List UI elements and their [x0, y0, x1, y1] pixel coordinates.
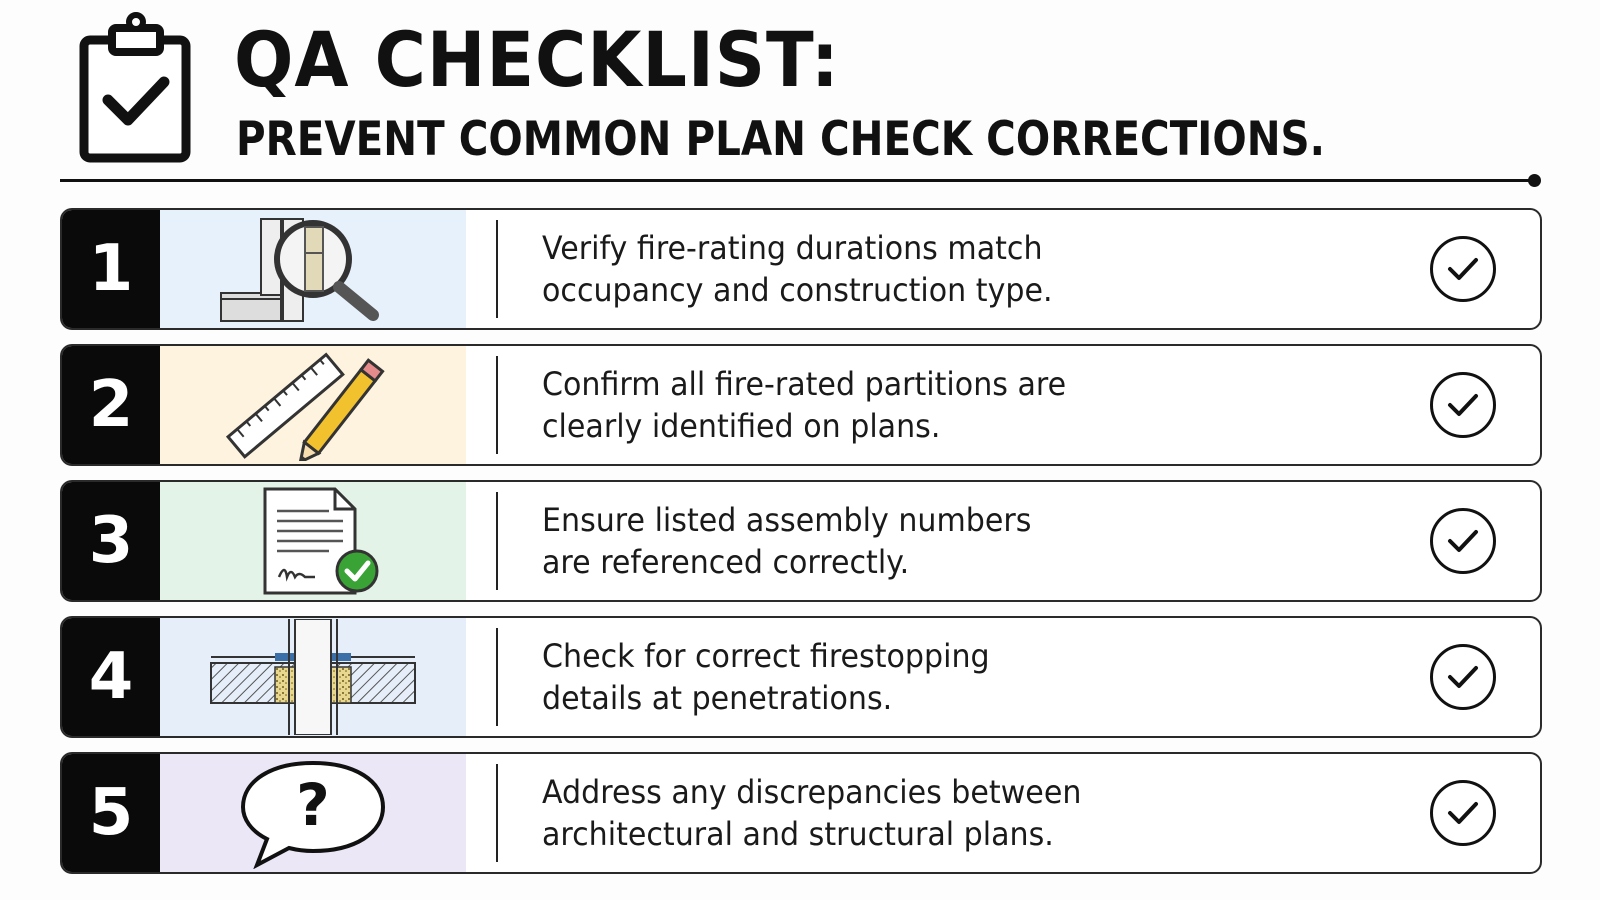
- item-text-line-2: architectural and structural plans.: [542, 815, 1054, 853]
- item-text: [498, 754, 1430, 872]
- checkmark-toggle[interactable]: [1430, 508, 1496, 574]
- checkmark-toggle[interactable]: [1430, 780, 1496, 846]
- checklist: [60, 208, 1542, 874]
- item-text: [498, 346, 1430, 464]
- item-number: 2: [62, 346, 160, 464]
- svg-text:?: ?: [296, 771, 330, 839]
- item-text-line-2: clearly identified on plans.: [542, 407, 941, 445]
- checkmark-icon: [1446, 392, 1480, 418]
- header-divider-dot: [1528, 174, 1541, 187]
- item-text-line-1: Verify fire-rating durations match: [542, 229, 1043, 267]
- checklist-item-3: [60, 480, 1542, 602]
- item-text: [498, 482, 1430, 600]
- checkmark-toggle[interactable]: [1430, 644, 1496, 710]
- checkmark-icon: [1446, 528, 1480, 554]
- item-number: 5: [62, 754, 160, 872]
- checklist-item-2: [60, 344, 1542, 466]
- item-text-line-1: Confirm all fire-rated partitions are: [542, 365, 1067, 403]
- item-text-line-1: Address any discrepancies between: [542, 773, 1082, 811]
- page-title: QA CHECKLIST:: [234, 15, 840, 104]
- wall-section-magnifier-icon: [160, 210, 466, 328]
- checkmark-toggle[interactable]: [1430, 372, 1496, 438]
- question-bubble-icon: [160, 754, 466, 872]
- checklist-item-4: [60, 616, 1542, 738]
- ruler-pencil-icon: [160, 346, 466, 464]
- item-number: 1: [62, 210, 160, 328]
- item-text-line-1: Ensure listed assembly numbers: [542, 501, 1032, 539]
- checklist-item-1: [60, 208, 1542, 330]
- signed-document-icon: [160, 482, 466, 600]
- item-number: 3: [62, 482, 160, 600]
- item-text-line-2: are referenced correctly.: [542, 543, 910, 581]
- checkmark-toggle[interactable]: [1430, 236, 1496, 302]
- clipboard-check-icon: [78, 12, 194, 164]
- checkmark-icon: [1446, 664, 1480, 690]
- header-divider: [60, 179, 1536, 182]
- page-subtitle: PREVENT COMMON PLAN CHECK CORRECTIONS.: [236, 112, 1326, 167]
- pipe-penetration-icon: [160, 618, 466, 736]
- checkmark-icon: [1446, 256, 1480, 282]
- item-text: [498, 210, 1430, 328]
- item-text-line-2: occupancy and construction type.: [542, 271, 1053, 309]
- checkmark-icon: [1446, 800, 1480, 826]
- item-text: [498, 618, 1430, 736]
- item-text-line-2: details at penetrations.: [542, 679, 893, 717]
- item-number: 4: [62, 618, 160, 736]
- checklist-item-5: [60, 752, 1542, 874]
- item-text-line-1: Check for correct firestopping: [542, 637, 990, 675]
